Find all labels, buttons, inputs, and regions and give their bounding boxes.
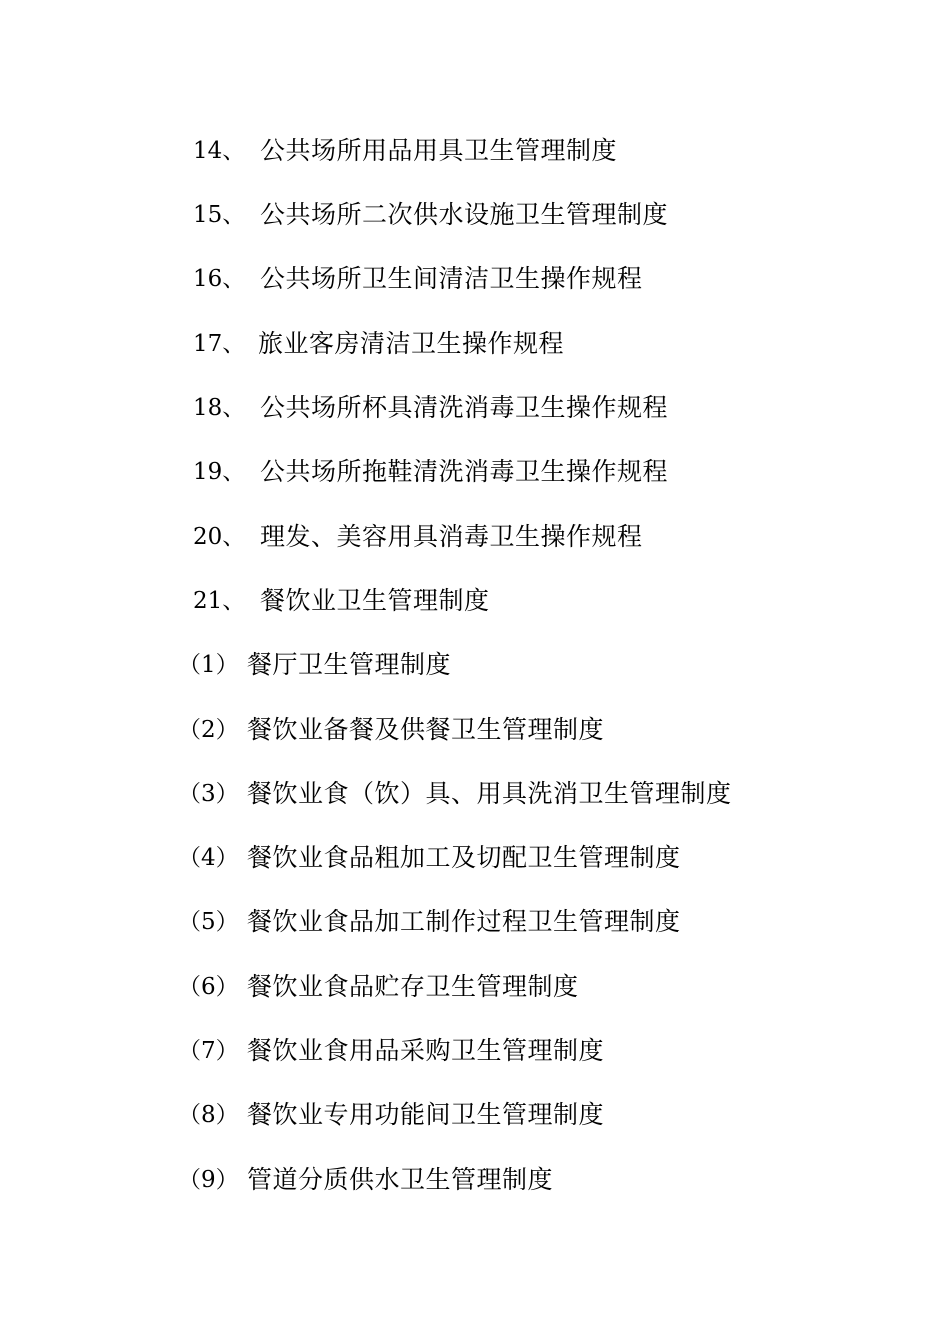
item-number: 14、	[193, 138, 246, 164]
item-text: 公共场所用品用具卫生管理制度	[260, 136, 618, 165]
sub-item-number: （9）	[178, 1167, 239, 1193]
item-text: 公共场所二次供水设施卫生管理制度	[260, 200, 669, 229]
sub-item-number: （5）	[178, 909, 239, 935]
sub-item-number: （6）	[178, 974, 239, 1000]
item-text: 公共场所杯具清洗消毒卫生操作规程	[260, 393, 669, 422]
sub-item-number: （4）	[178, 845, 239, 871]
item-number: 16、	[193, 266, 246, 292]
item-number: 18、	[193, 395, 246, 421]
sub-item-text: 餐厅卫生管理制度	[247, 650, 452, 679]
sub-item-text: 餐饮业食品加工制作过程卫生管理制度	[247, 907, 681, 936]
item-number: 15、	[193, 202, 246, 228]
sub-item-number: （7）	[178, 1038, 239, 1064]
item-number: 21、	[193, 588, 246, 614]
sub-item-text: 餐饮业专用功能间卫生管理制度	[247, 1100, 605, 1129]
sub-item-number: （2）	[178, 717, 239, 743]
item-text: 旅业客房清洁卫生操作规程	[258, 329, 565, 358]
sub-item-number: （3）	[178, 781, 239, 807]
sub-item-text: 管道分质供水卫生管理制度	[247, 1165, 554, 1194]
item-number: 17、	[193, 331, 246, 357]
sub-item-text: 餐饮业备餐及供餐卫生管理制度	[247, 715, 605, 744]
sub-item-text: 餐饮业食品粗加工及切配卫生管理制度	[247, 843, 681, 872]
sub-item-number: （1）	[178, 652, 239, 678]
sub-item-text: 餐饮业食品贮存卫生管理制度	[247, 972, 579, 1001]
sub-item-number: （8）	[178, 1102, 239, 1128]
item-number: 19、	[193, 459, 246, 485]
item-text: 理发、美容用具消毒卫生操作规程	[260, 522, 643, 551]
item-text: 公共场所拖鞋清洗消毒卫生操作规程	[260, 457, 669, 486]
sub-item-text: 餐饮业食用品采购卫生管理制度	[247, 1036, 605, 1065]
item-text: 公共场所卫生间清洁卫生操作规程	[260, 264, 643, 293]
item-number: 20、	[193, 524, 246, 550]
sub-item-text: 餐饮业食（饮）具、用具洗消卫生管理制度	[247, 779, 732, 808]
item-text: 餐饮业卫生管理制度	[260, 586, 490, 615]
